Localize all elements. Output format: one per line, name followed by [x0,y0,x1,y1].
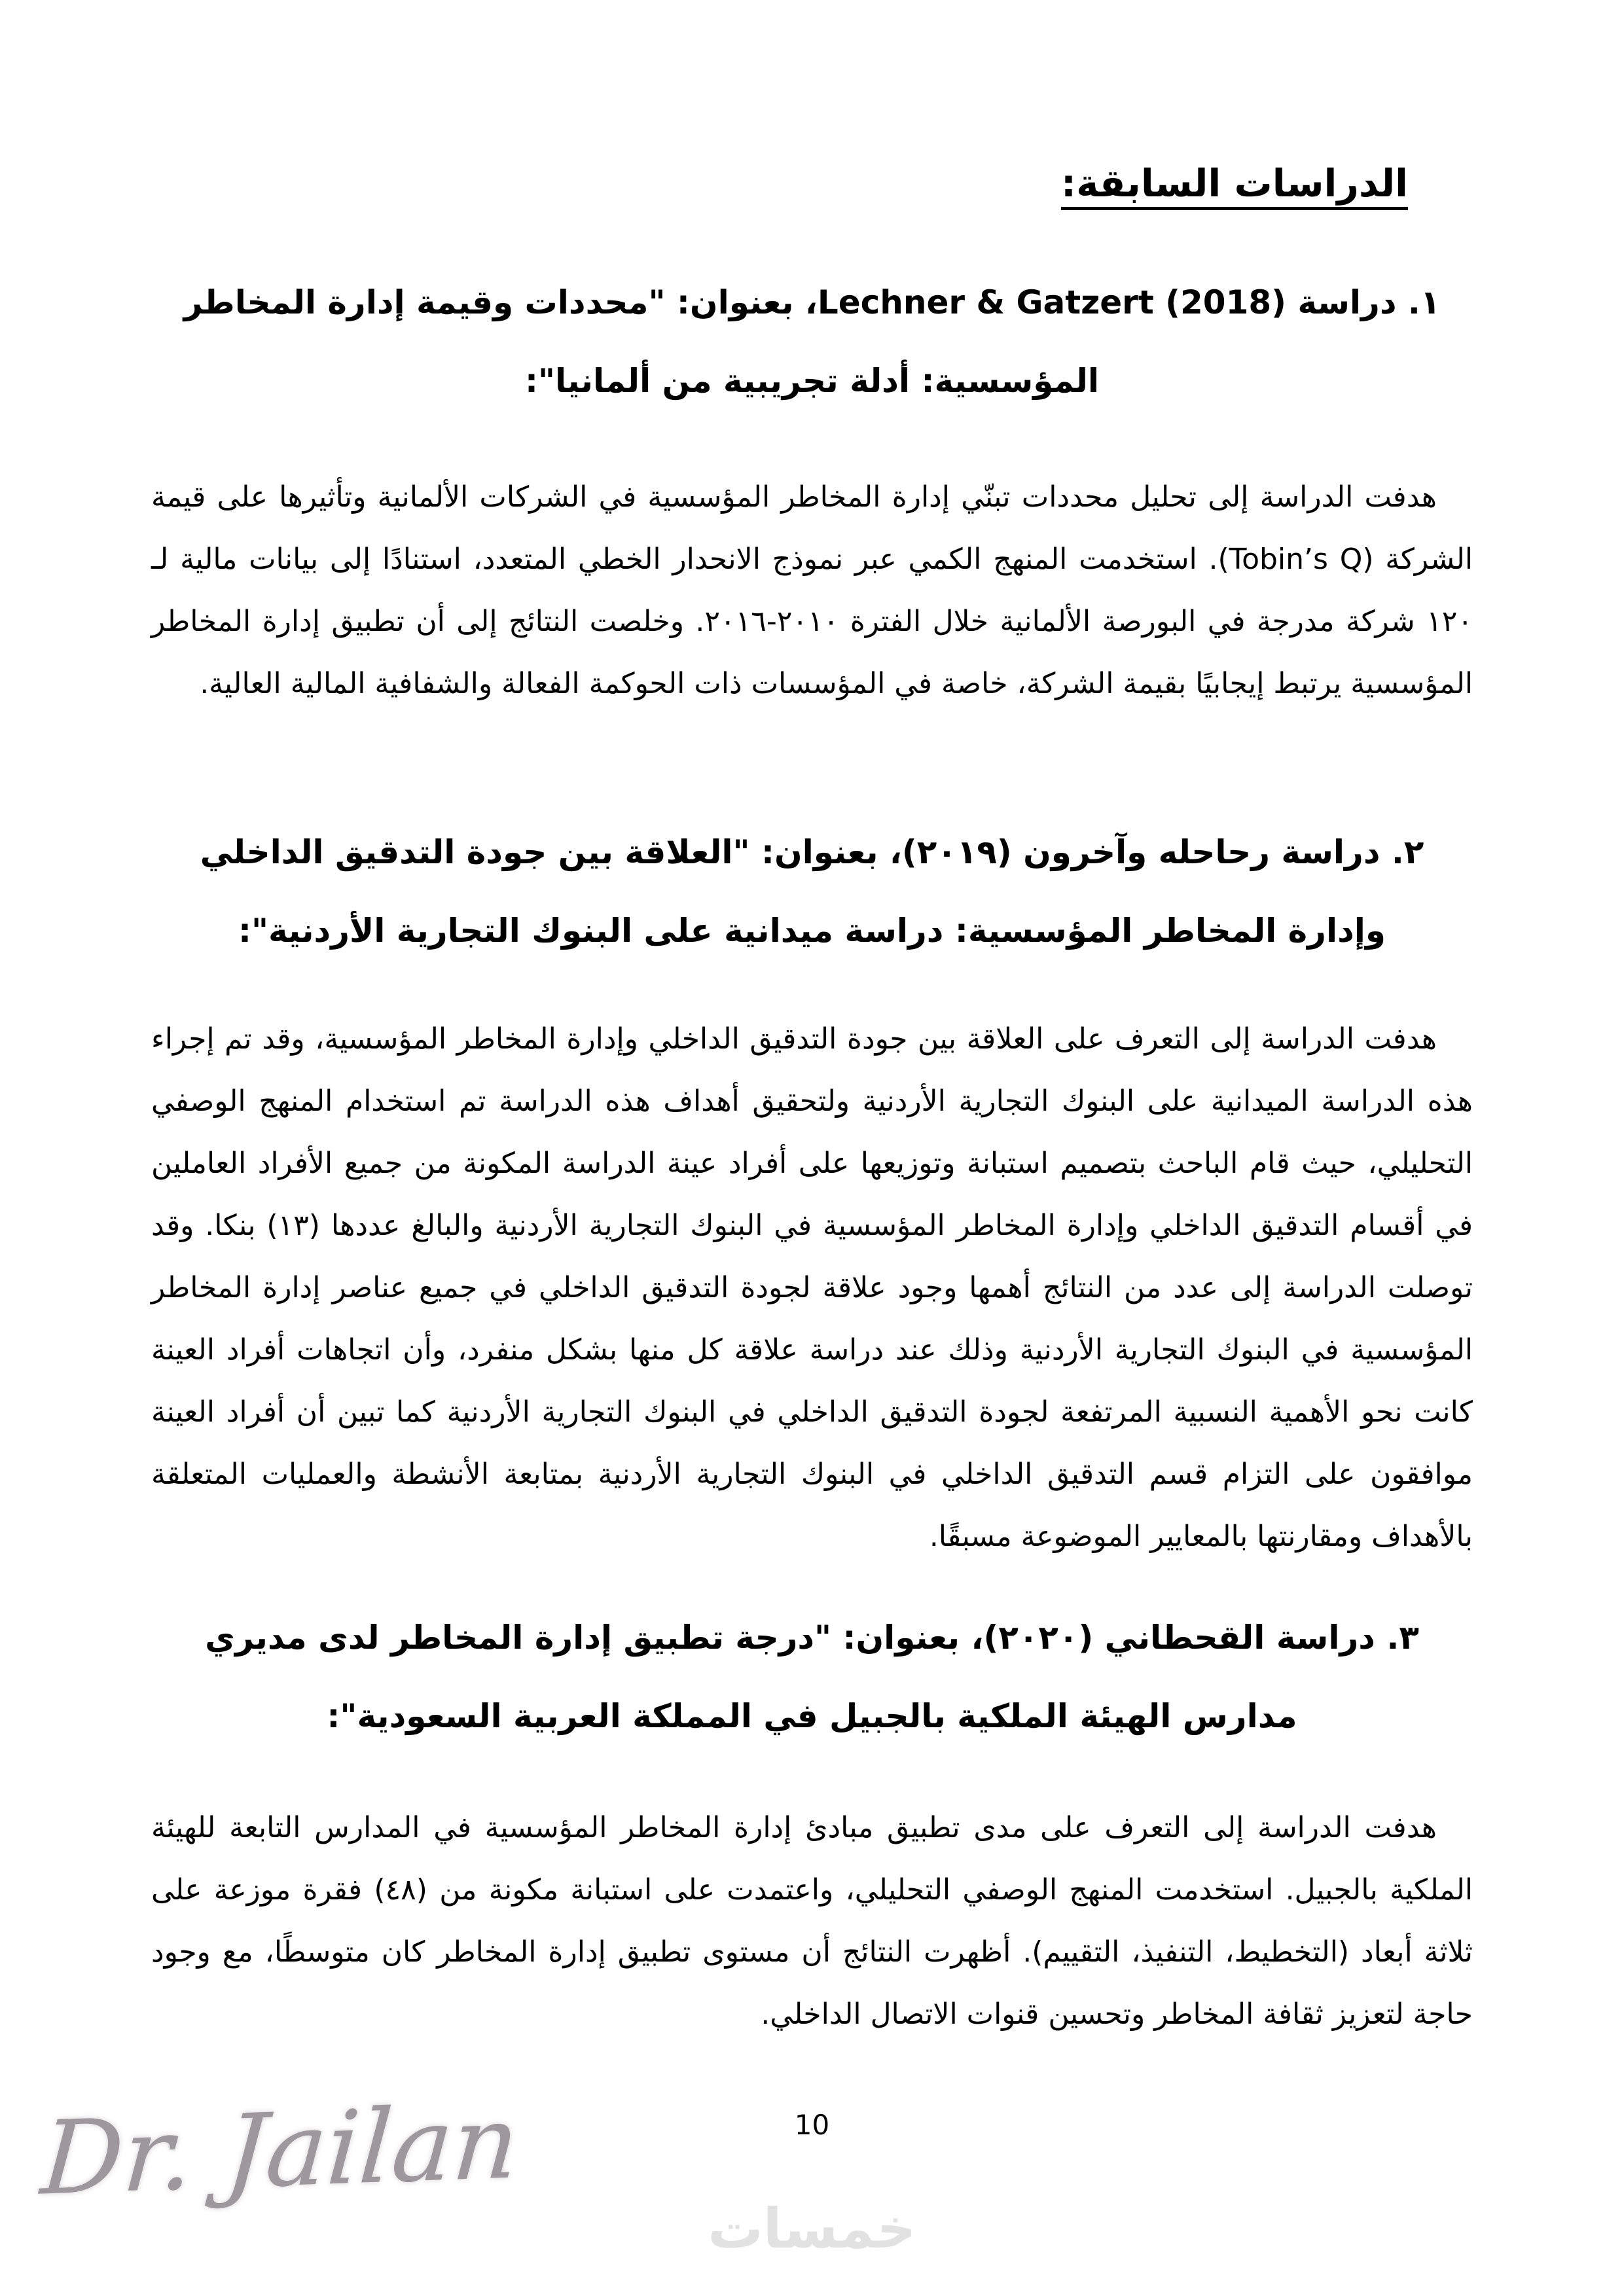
study-1-body: هدفت الدراسة إلى تحليل محددات تبنّي إدارة المخاطر المؤسسية في الشركات الألمانية وتأثيرها على قيمة الشركة (Tobin’s Q). استخدمت المنهج الكمي عبر نموذج الانحدار الخطي المتعدد، استنادًا إلى بيانات مالية لـ ١٢٠ شركة مدرجة في البورصة الألمانية خلال الفترة ٢٠١٠-٢٠١٦. وخلصت النتائج إلى أن تطبيق إدارة المخاطر المؤسسية يرتبط إيجابيًا بقيمة الشركة، خاصة في المؤسسات ذات الحوكمة الفعالة والشفافية المالية العالية. [151,480,1473,700]
study-3-body: هدفت الدراسة إلى التعرف على مدى تطبيق مبادئ إدارة المخاطر المؤسسية في المدارس التابعة للهيئة الملكية بالجبيل. استخدمت المنهج الوصفي التحليلي، واعتمدت على استبانة مكونة من (٤٨) فقرة موزعة على ثلاثة أبعاد (التخطيط، التنفيذ، التقييم). أظهرت النتائج أن مستوى تطبيق إدارة المخاطر كان متوسطًا، مع وجود حاجة لتعزيز ثقافة المخاطر وتحسين قنوات الاتصال الداخلي. [151,1811,1473,2031]
signature-watermark: Dr. Jailan [37,2083,523,2218]
study-3-heading: ٣. دراسة القحطاني (٢٠٢٠)، بعنوان: "درجة تطبيق إدارة المخاطر لدى مديري مدارس الهيئة الملكية بالجبيل في المملكة العربية السعودية": [205,1619,1419,1735]
study-1-heading: ١. دراسة (2018) Lechner & Gatzert، بعنوان: "محددات وقيمة إدارة المخاطر المؤسسية: أدلة تجريبية من ألمانيا": [183,283,1441,400]
brand-watermark: خمسات [708,2197,916,2261]
study-2-body: هدفت الدراسة إلى التعرف على العلاقة بين جودة التدقيق الداخلي وإدارة المخاطر المؤسسية، وقد تم إجراء هذه الدراسة الميدانية على البنوك التجارية الأردنية ولتحقيق أهداف هذه الدراسة تم استخدام المنهج الوصفي التحليلي، حيث قام الباحث بتصميم استبانة وتوزيعها على أفراد عينة الدراسة المكونة من جميع الأفراد العاملين في أقسام التدقيق الداخلي وإدارة المخاطر المؤسسية في البنوك التجارية الأردنية والبالغ عددها (١٣) بنكا. وقد توصلت الدراسة إلى عدد من النتائج أهمها وجود علاقة لجودة التدقيق الداخلي في جميع عناصر إدارة المخاطر المؤسسية في البنوك التجارية الأردنية وذلك عند دراسة علاقة كل منها بشكل منفرد، وأن اتجاهات أفراد العينة كانت نحو الأهمية النسبية المرتفعة لجودة التدقيق الداخلي في البنوك التجارية الأردنية كما تبين أن أفراد العينة موافقون على التزام قسم التدقيق الداخلي في البنوك التجارية الأردنية بمتابعة الأنشطة والعمليات المتعلقة بالأهداف ومقارنتها بالمعايير الموضوعة مسبقًا. [151,1022,1473,1553]
page-title: الدراسات السابقة: [1060,161,1408,206]
study-2-heading: ٢. دراسة رحاحله وآخرون (٢٠١٩)، بعنوان: "العلاقة بين جودة التدقيق الداخلي وإدارة المخاطر المؤسسية: دراسة ميدانية على البنوك التجارية الأردنية": [200,833,1424,950]
page-number: 10 [794,2109,830,2141]
